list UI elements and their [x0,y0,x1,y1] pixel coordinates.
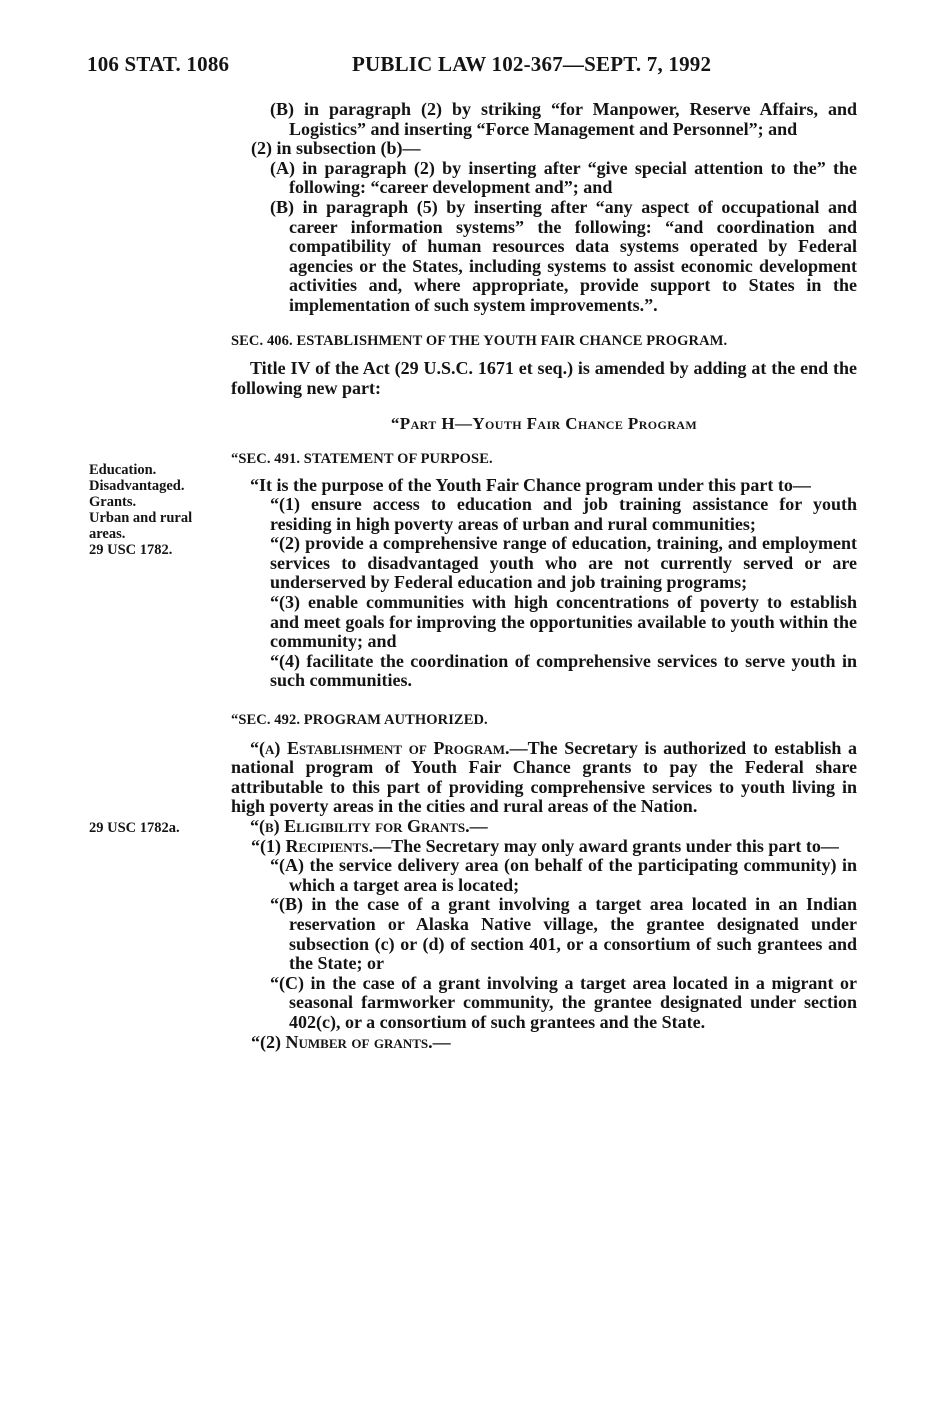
section-heading: “SEC. 491. STATEMENT OF PURPOSE. [231,450,493,467]
paragraph: “(1) Recipients.—The Secretary may only award grants under this part to— [251,835,839,856]
part-heading: “Part H—Youth Fair Chance Program [390,414,698,434]
paragraph: “(2) provide a comprehensive range of education, training, and employment services to disadvantaged youth who are not currently served or are underserved by Federal education and job training programs; [270,533,857,593]
paragraph: (A) in paragraph (2) by inserting after “give special attention to the” the following: “career development and”; and [270,157,857,198]
paragraph: (B) in paragraph (2) by striking “for Manpower, Reserve Affairs, and Logistics” and inserting “Force Management and Personnel”; and [270,99,857,139]
stat-citation: 106 STAT. 1086 [87,52,230,76]
section-heading: SEC. 406. ESTABLISHMENT OF THE YOUTH FAIR CHANCE PROGRAM. [231,332,728,349]
paragraph: “(B) in the case of a grant involving a target area located in an Indian reservation or Alaska Native village, the grantee designated under subsection (c) or (d) of section 401, or a consortium of such grantees and the State; or [270,894,857,974]
law-title: PUBLIC LAW 102-367—SEPT. 7, 1992 [352,52,712,76]
section-heading: “SEC. 492. PROGRAM AUTHORIZED. [231,712,488,729]
paragraph: “(C) in the case of a grant involving a target area located in a migrant or seasonal farmworker community, the grantee designated under section 402(c), or a consortium of such grantees and the State. [270,972,857,1032]
paragraph: (B) in paragraph (5) by inserting after “any aspect of occupational and career information systems” the following: “and coordination and compatibility of human resources data systems operated by Federal agencies or the States, including systems to assist economic development activities and, where appropriate, provide support to States in the implementation of such system improvements.”. [270,196,857,315]
paragraph: “It is the purpose of the Youth Fair Chance program under this part to— [250,474,811,495]
paragraph: “(3) enable communities with high concentrations of poverty to establish and meet goals for improving the opportunities available to youth within the community; and [270,592,857,652]
paragraph: “(1) ensure access to education and job training assistance for youth residing in high poverty areas of urban and rural communities; [270,494,857,534]
paragraph: “(a) Establishment of Program.—The Secretary is authorized to establish a national program of Youth Fair Chance grants to pay the Federal share attributable to this part of providing comprehensive services to youth living in high poverty areas in the cities and rural areas of the Nation. [231,737,857,817]
paragraph: Title IV of the Act (29 U.S.C. 1671 et seq.) is amended by adding at the end the following new part: [231,358,857,398]
paragraph: “(A) the service delivery area (on behalf of the participating community) in which a target area is located; [270,855,857,895]
margin-note-2: 29 USC 1782a. [89,820,180,836]
document-body [231,100,857,1052]
margin-note-1: Education. Disadvantaged. Grants. Urban and rural areas. 29 USC 1782. [89,462,193,558]
paragraph: “(2) Number of grants.— [251,1031,451,1052]
paragraph: “(4) facilitate the coordination of comprehensive services to serve youth in such communities. [270,650,857,691]
paragraph: “(b) Eligibility for Grants.— [250,816,488,836]
paragraph: (2) in subsection (b)— [251,138,421,159]
